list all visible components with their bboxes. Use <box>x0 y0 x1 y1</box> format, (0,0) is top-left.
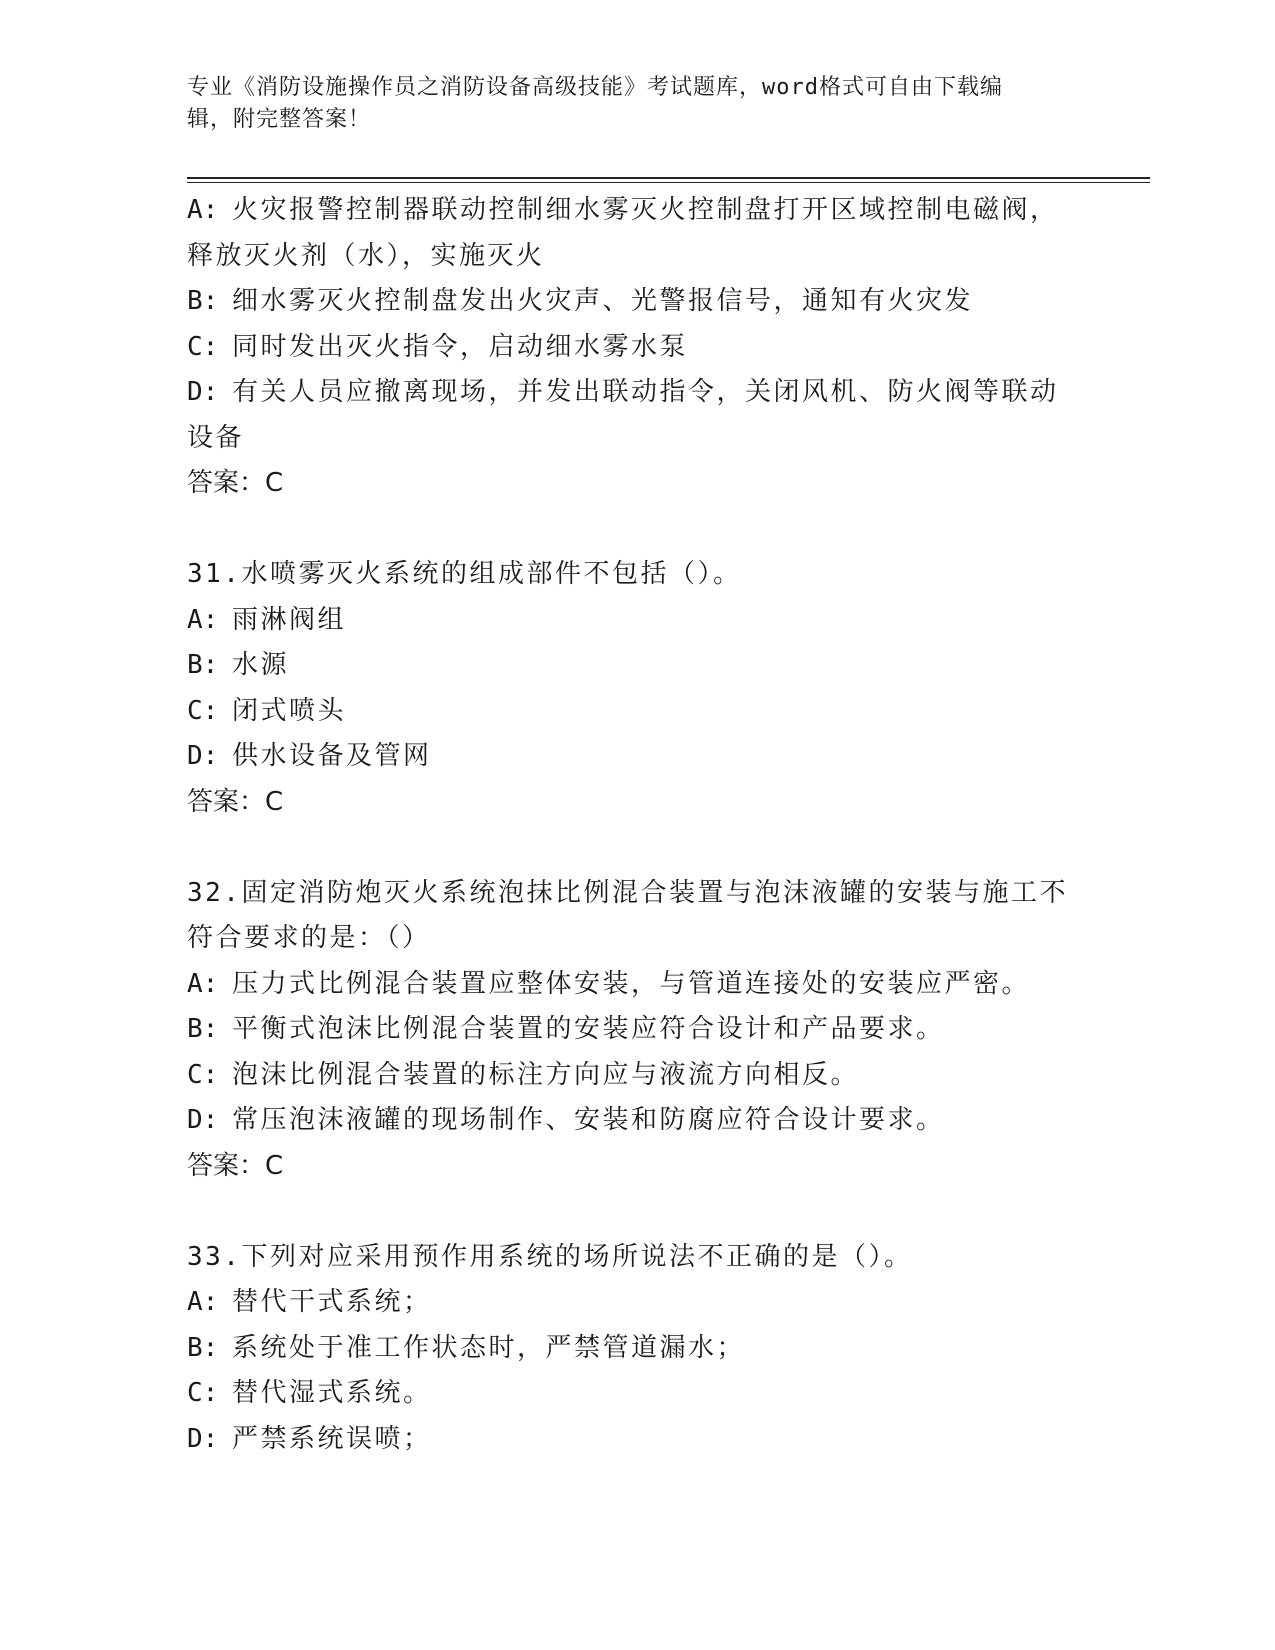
option-label: A: <box>187 195 219 225</box>
option-d-continued: 设备 <box>187 422 245 453</box>
option-label: A: <box>187 1287 219 1317</box>
option-label: C: <box>187 1378 219 1408</box>
option-a-continued: 释放灭火剂（水），实施灭火 <box>187 240 545 271</box>
option-text: 水源 <box>232 650 290 680</box>
option-d <box>187 734 1087 780</box>
spacer <box>187 825 1087 871</box>
option-c <box>187 1053 1087 1099</box>
option-label: A: <box>187 604 219 635</box>
question-content <box>187 188 1087 1462</box>
option-text: 细水雾灭火控制盘发出火灾声、光警报信号，通知有火灾发 <box>232 286 974 316</box>
option-a <box>187 1280 1087 1326</box>
option-label: B: <box>187 1014 219 1044</box>
answer: 答案：C <box>187 468 284 498</box>
option-label: C: <box>187 331 219 362</box>
option-label: D: <box>187 1105 219 1135</box>
question-stem: 32.固定消防炮灭火系统泡抹比例混合装置与泡沫液罐的安装与施工不 <box>187 877 1068 908</box>
option-text: 火灾报警控制器联动控制细水雾灭火控制盘打开区域控制电磁阀， <box>232 195 1059 225</box>
question-32 <box>187 871 1087 1190</box>
option-d <box>187 1098 1087 1144</box>
option-text: 常压泡沫液罐的现场制作、安装和防腐应符合设计要求。 <box>232 1105 945 1135</box>
option-text: 供水设备及管网 <box>232 741 432 771</box>
option-text: 平衡式泡沫比例混合装置的安装应符合设计和产品要求。 <box>232 1014 945 1044</box>
question-stem: 31.水喷雾灭火系统的组成部件不包括（）。 <box>187 559 742 589</box>
question-30 <box>187 188 1087 507</box>
option-a <box>187 962 1087 1008</box>
question-33 <box>187 1235 1087 1463</box>
option-text: 压力式比例混合装置应整体安装，与管道连接处的安装应严密。 <box>232 968 1031 999</box>
option-label: B: <box>187 1332 219 1363</box>
option-text: 闭式喷头 <box>232 695 347 726</box>
option-text: 严禁系统误喷； <box>232 1423 432 1454</box>
answer: 答案：C <box>187 1150 284 1181</box>
option-text: 泡沫比例混合装置的标注方向应与液流方向相反。 <box>232 1059 860 1090</box>
option-c <box>187 325 1087 371</box>
option-text: 替代干式系统； <box>232 1287 432 1317</box>
option-text: 有关人员应撤离现场，并发出联动指令，关闭风机、防火阀等联动 <box>232 377 1059 407</box>
option-d <box>187 1417 1087 1463</box>
header-line-1: 专业《消防设施操作员之消防设备高级技能》考试题库，word格式可自由下载编 <box>187 75 1003 100</box>
answer: 答案：C <box>187 786 284 817</box>
option-label: D: <box>187 741 219 771</box>
spacer <box>187 1189 1087 1235</box>
header-line-2: 辑，附完整答案！ <box>187 107 372 132</box>
option-a <box>187 598 1087 644</box>
option-text: 系统处于准工作状态时，严禁管道漏水； <box>232 1332 746 1363</box>
question-stem-continued: 符合要求的是：（） <box>187 923 431 953</box>
option-a <box>187 188 1087 234</box>
option-b <box>187 279 1087 325</box>
question-31 <box>187 552 1087 825</box>
option-label: D: <box>187 377 219 407</box>
option-b <box>187 1326 1087 1372</box>
option-label: D: <box>187 1423 219 1454</box>
header-divider-thick <box>187 177 1150 179</box>
option-label: C: <box>187 1059 219 1090</box>
option-b <box>187 1007 1087 1053</box>
option-c <box>187 689 1087 735</box>
option-text: 同时发出灭火指令，启动细水雾水泵 <box>232 331 689 362</box>
option-label: C: <box>187 695 219 726</box>
option-b <box>187 643 1087 689</box>
option-d <box>187 370 1087 416</box>
option-text: 替代湿式系统。 <box>232 1378 432 1408</box>
option-text: 雨淋阀组 <box>232 604 347 635</box>
option-label: A: <box>187 968 219 999</box>
spacer <box>187 507 1087 553</box>
option-c <box>187 1371 1087 1417</box>
option-label: B: <box>187 650 219 680</box>
question-stem: 33.下列对应采用预作用系统的场所说法不正确的是（）。 <box>187 1241 913 1272</box>
option-label: B: <box>187 286 219 316</box>
page-header <box>187 72 1067 136</box>
header-divider-thin <box>187 182 1150 183</box>
